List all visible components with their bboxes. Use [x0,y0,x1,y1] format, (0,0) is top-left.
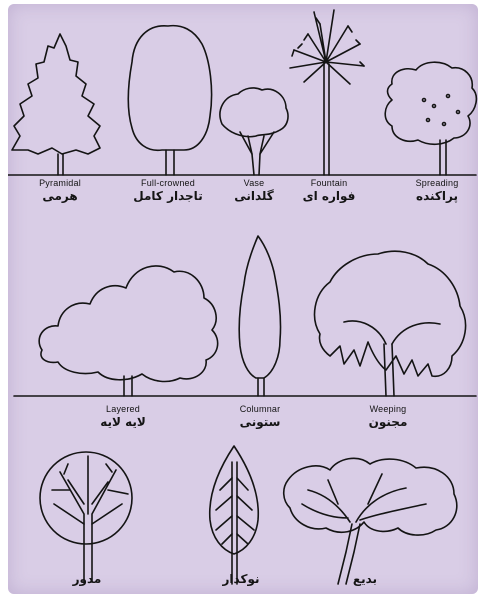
tree-illustrations [8,4,478,594]
label-round [52,572,122,587]
pointed-tree-icon [210,446,259,584]
label-pyramidal-fa: هرمی [42,189,78,203]
full-crowned-tree-icon [128,26,211,175]
label-full-crowned-fa: تاجدار کامل [133,189,203,203]
label-layered-en: Layered [106,404,140,414]
spreading-tree-icon [385,62,476,175]
label-columnar-fa: ستونی [239,415,281,429]
label-columnar [220,404,300,430]
label-weeping-fa: مجنون [368,415,408,429]
tree-forms-sheet [8,4,478,594]
label-fountain-en: Fountain [310,178,348,188]
label-weeping [348,404,428,430]
label-weeping-en: Weeping [369,404,407,414]
label-vase-en: Vase [243,178,265,188]
label-pointed [206,572,276,587]
pyramidal-tree-icon [12,34,100,175]
label-full-crowned-en: Full-crowned [141,178,195,188]
label-pointed-fa: نوکدار [222,572,260,586]
label-full-crowned [116,178,220,204]
label-layered-fa: لایه لایه [100,415,146,429]
label-spreading [400,178,474,204]
layered-tree-icon [39,266,218,396]
vase-tree-icon [220,88,288,175]
label-spreading-fa: پراکنده [416,189,458,203]
fountain-tree-icon [290,10,364,175]
label-pyramidal-en: Pyramidal [39,178,81,188]
label-novel [330,572,400,587]
label-round-fa: مدور [72,572,102,586]
label-layered [78,404,168,430]
round-tree-icon [40,452,132,582]
label-vase [222,178,286,204]
label-spreading-en: Spreading [415,178,459,188]
label-columnar-en: Columnar [239,404,281,414]
label-vase-fa: گلدانی [234,189,274,203]
novel-tree-icon [284,458,457,584]
label-fountain [292,178,366,204]
weeping-tree-icon [315,251,466,396]
label-fountain-fa: فواره ای [302,189,356,203]
columnar-tree-icon [239,236,280,396]
label-pyramidal [20,178,100,204]
label-novel-fa: بدیع [352,572,378,586]
